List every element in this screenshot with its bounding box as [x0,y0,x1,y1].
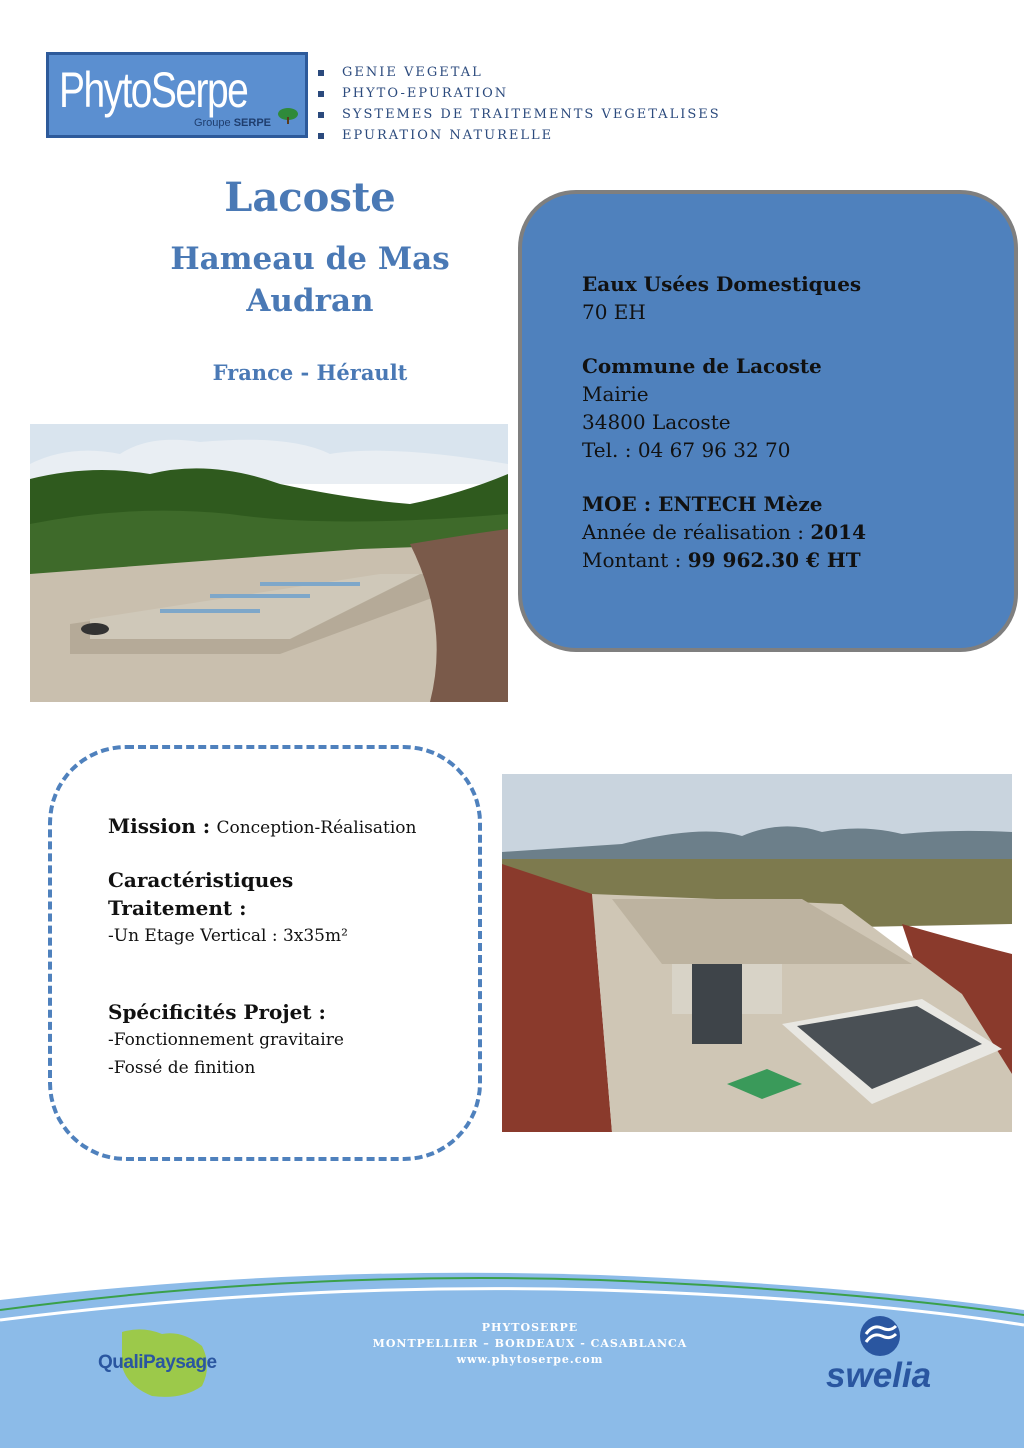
service-item: GENIE VEGETAL [318,62,721,83]
spec-item-1: -Fonctionnement gravitaire [108,1030,344,1050]
footer-text [330,1320,730,1368]
amount-value: 99 962.30 € HT [687,548,861,572]
client-line1: Mairie [582,382,649,406]
mission-row [108,812,458,842]
logo-group-label: Groupe [193,117,231,129]
spec-item-2: -Fossé de finition [108,1058,256,1078]
service-item: PHYTO-EPURATION [318,83,721,104]
mission-value: Conception-Réalisation [216,818,417,838]
swelia-text: swelia [826,1356,932,1395]
amount-label: Montant : [582,548,682,572]
client-line2: 34800 Lacoste [582,410,731,434]
mission-text [108,812,458,1082]
amount-row [582,546,866,574]
service-item: EPURATION NATURELLE [318,125,721,146]
info-text [582,270,866,574]
client-name: Commune de Lacoste [582,354,822,378]
qualipaysage-text: QualiPaysage [98,1352,217,1373]
logo-group-brand: SERPE [233,117,271,129]
service-item: SYSTEMES DE TRAITEMENTS VEGETALISES [318,104,721,125]
page-title: Lacoste [224,174,396,221]
tree-icon [277,107,299,125]
page-subtitle [110,238,510,322]
footer-website[interactable]: www.phytoserpe.com [456,1353,604,1366]
footer-cities: MONTPELLIER – BORDEAUX - CASABLANCA [372,1337,688,1350]
logo-text: PhytoSerpe [59,62,248,118]
client-phone: Tel. : 04 67 96 32 70 [582,438,791,462]
year-row [582,518,866,546]
region-label: France - Hérault [212,360,408,385]
year-label: Année de réalisation : [582,520,804,544]
logo-group-text [194,117,271,129]
carac-item: -Un Etage Vertical : 3x35m² [108,926,348,946]
capacity: 70 EH [582,300,646,324]
carac-label-line2: Traitement : [108,896,247,920]
subtitle-line1: Hameau de Mas [170,241,450,277]
site-photo-1 [30,424,508,702]
footer-company: PHYTOSERPE [481,1321,579,1334]
subtitle-line2: Audran [246,283,374,319]
moe-label: MOE : ENTECH Mèze [582,492,823,516]
year-value: 2014 [810,520,867,544]
mission-label: Mission : [108,814,211,838]
carac-label-line1: Caractéristiques [108,868,294,892]
spec-label: Spécificités Projet : [108,1000,326,1024]
wastewater-type: Eaux Usées Domestiques [582,272,862,296]
phytoserpe-logo [46,52,308,138]
services-list [318,62,721,146]
site-photo-2 [502,774,1012,1132]
swelia-wave-icon [858,1314,902,1358]
